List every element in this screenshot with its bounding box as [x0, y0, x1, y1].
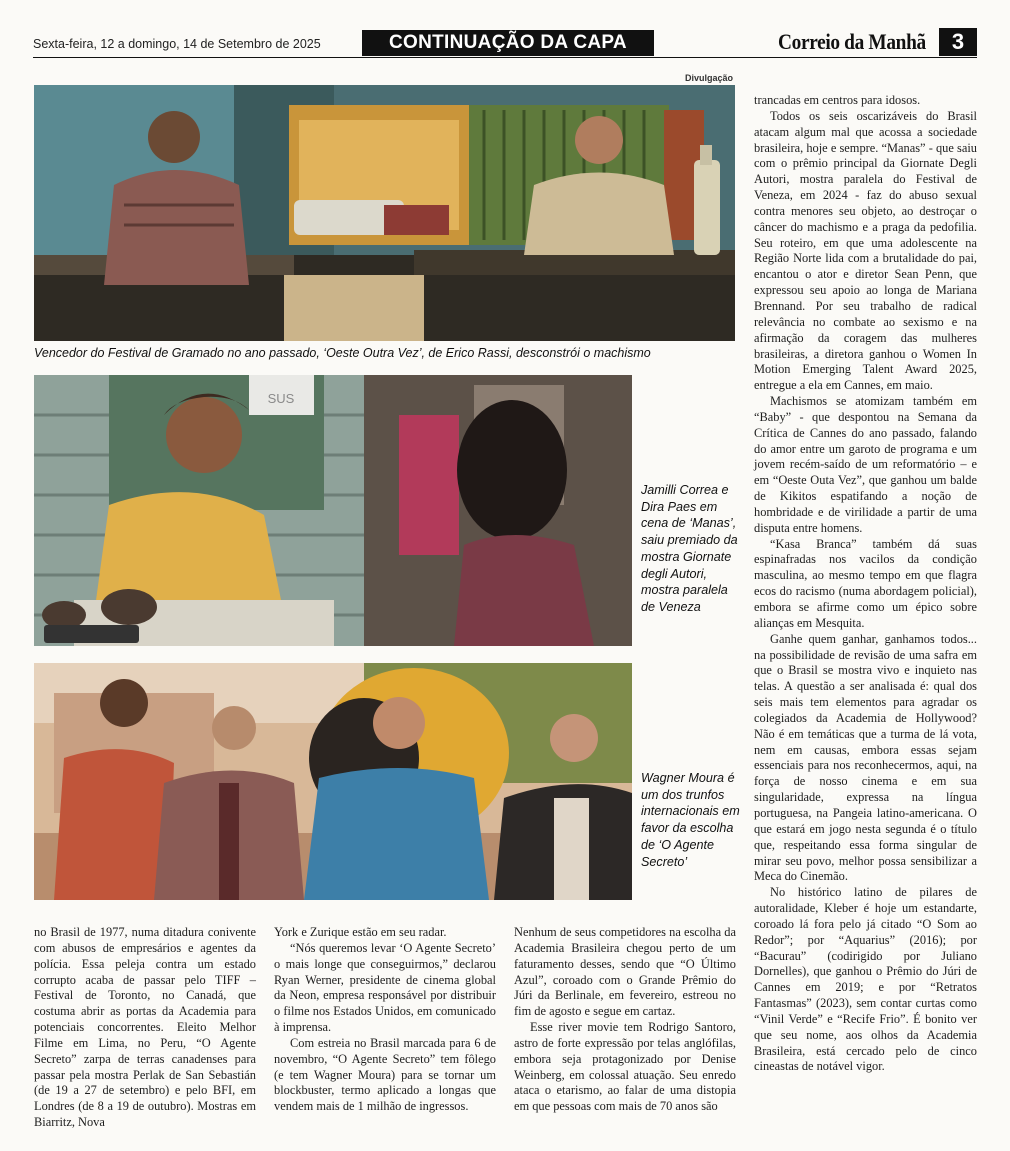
photo-manas	[34, 375, 632, 646]
article-column-4	[754, 93, 977, 1075]
header-divider	[33, 57, 977, 58]
photo-credit: Divulgação	[685, 73, 734, 83]
paragraph: “Kasa Branca” também dá suas espinafradas nos vacilos da condição masculina, ao mesmo tempo em que flagra ecos do racismo (numa abordagem policial), embora se afirme como um épico sobre alianças em Mesquita.	[754, 536, 977, 630]
paragraph: Esse river movie tem Rodrigo Santoro, astro de forte expressão por telas anglófilas, embora seja protagonizado por Denise Weinberg, em colossal atuação. Seu enredo ataca o etarismo, ao falar de uma distopia em que pessoas com mais de 70 anos são	[514, 1020, 736, 1114]
section-title: CONTINUAÇÃO DA CAPA	[362, 30, 654, 56]
paragraph: No histórico latino de pilares de autoralidade, Kleber é hoje um estandarte, coroado lá fora pelo já citado “O Som ao Redor”; por “Aquarius” (2016); por “Bacurau” (codirigido por Juliano Dornelles), que ganhou o Prêmio do Júri de Cannes em 2019; e por “Retratos Fantasmas” (2023), sem contar curtas como “Vinil Verde” e “Recife Frio”. É bonito ver que seu nome, aos olhos da Academia Brasileira, está cercado pelo de cinco cineastas de notável vigor.	[754, 885, 977, 1074]
paragraph: trancadas em centros para idosos.	[754, 93, 921, 107]
photo1-caption: Vencedor do Festival de Gramado no ano passado, ‘Oeste Outra Vez’, de Erico Rassi, desconstrói o machismo	[34, 346, 651, 360]
photo-o-agente-secreto	[34, 663, 632, 900]
paragraph: Ganhe quem ganhar, ganhamos todos... na possibilidade de revisão de uma safra em que o Brasil se mostra vivo e inquieto nas telas. A questão a ser analisada é: qual dos seis mais tem elementos para agradar os colegiados da Academia de Hollywood? Não é em temáticas que a turma de lá vota, nem em causas, embora essas sejam essenciais para nos reconhecermos, aqui, na força de nosso cinema e em sua singularidade, expressa na língua portuguesa, na Pangeia latino-americana. O que estará em jogo nesta segunda é o título que, respeitando essa forma singular de mirar seu povo, melhor possa sensibilizar a Meca do Cinemão.	[754, 631, 977, 884]
paragraph: Machismos se atomizam também em “Baby” - que despontou na Semana da Crítica de Cannes do ano passado, falando do amor entre um garoto de programa e um jovem recém-saído de um reformatório – e em “Oeste Outa Vez”, que ganhou um balde de Kikitos espatifando a noção de hombridade e de virilidade a partir de uma disputa entre homens.	[754, 394, 977, 535]
article-column-2	[274, 925, 496, 1115]
newspaper-logo: Correio da Manhã	[778, 29, 926, 54]
paragraph: Nenhum de seus competidores na escolha da Academia Brasileira chegou perto de um faturamento desses, sendo que “O Último Azul”, coroado com o Grande Prêmio do Júri da Berlinale, em fevereiro, estreou no fim de agosto e segue em cartaz.	[514, 925, 736, 1019]
page-header	[33, 28, 977, 58]
sus-sign: SUS	[267, 391, 295, 406]
paragraph: York e Zurique estão em seu radar.	[274, 925, 447, 939]
page-number: 3	[939, 28, 977, 56]
photo3-caption: Wagner Moura é um dos trunfos internacionais em favor da escolha de ‘O Agente Secreto’	[641, 771, 740, 869]
article-column-1	[34, 925, 256, 1131]
paragraph: no Brasil de 1977, numa ditadura conivente com abusos de empresários e agentes da polícia. Essa peleja contra um estado corrupto acaba de passar pelo TIFF – Festival de Toronto, no Canadá, que costuma abrir as portas da Academia para potenciais concorrentes. Eleito Melhor Filme em Lima, no Peru, “O Agente Secreto” zarpa de terras canadenses para passar pela mostra Perlak de San Sebastián (de 19 a 27 de setembro) e pelo BFI, em Londres (de 8 a 19 de outubro). Mostras em Biarritz, Nova	[34, 925, 256, 1130]
paragraph: “Nós queremos levar ‘O Agente Secreto’ o mais longe que conseguirmos,” declarou Ryan Werner, presidente de cinema global da Neon, empresa responsável por distribuir o filme nos Estados Unidos, em comunicado à imprensa.	[274, 940, 496, 1035]
article-column-3	[514, 925, 736, 1115]
paragraph: Todos os seis oscarizáveis do Brasil atacam algum mal que acossa a sociedade brasileira, hoje e sempre. “Manas” - que saiu com o prêmio principal da Giornate Degli Autori, mostra paralela do Festival de Veneza, em 2024 - faz do abuso sexual contra menores seu objeto, ao destroçar o câncer do machismo e a praga da pedofilia. Seu roteiro, em que uma adolescente na Região Norte lida com a brutalidade do pai, encantou o ator e diretor Sean Penn, que expressou seu apoio ao longa de Mariana Brennand. Por seu trabalho de radical relevância no combate ao sexismo e na afirmação da coragem das mulheres brasileiras, a diretora ganhou o Women In Motion Emerging Talent Award 2025, entregue a ela em Cannes, em maio.	[754, 108, 977, 393]
photo2-caption: Jamilli Correa e Dira Paes em cena de ‘Manas’, saiu premiado da mostra Giornate degli Autori, mostra paralela de Veneza	[641, 483, 738, 614]
paragraph: Com estreia no Brasil marcada para 6 de novembro, “O Agente Secreto” tem fôlego (e tem Wagner Moura) para se tornar um blockbuster, termo aplicado a longas que vendem mais de 1 milhão de ingressos.	[274, 1035, 496, 1114]
photo-oeste-outra-vez	[34, 85, 735, 341]
issue-date: Sexta-feira, 12 a domingo, 14 de Setembro de 2025	[33, 37, 321, 51]
